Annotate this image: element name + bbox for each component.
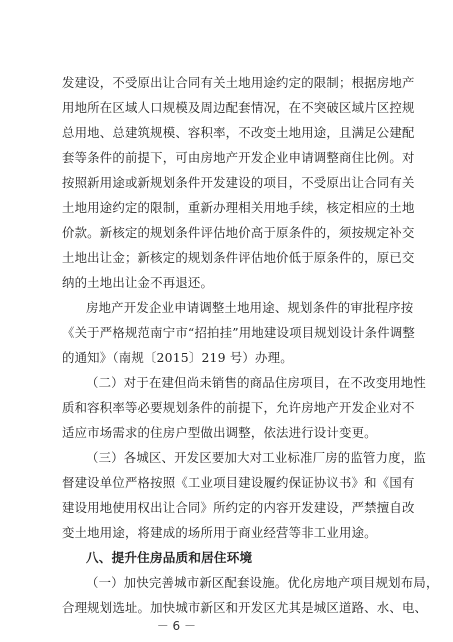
- body-text-line: 土地出让金；新核定的规划条件评估地价低于原条件的，原已交: [62, 250, 415, 265]
- body-text-line: 适应市场需求的住房户型做出调整，依法进行设计变更。: [62, 425, 377, 440]
- paragraph-first-line: 房地产开发企业申请调整土地用途、规划条件的审批程序按: [86, 300, 414, 315]
- body-text-line: 按照新用途或新规划条件开发建设的项目，不受原出让合同有关: [62, 175, 415, 190]
- body-text-line: 价款。新核定的规划条件评估地价高于原条件的，须按规定补交: [62, 225, 415, 240]
- paragraph-first-line: （一）加快完善城市新区配套设施。优化房地产项目规划布局，: [86, 575, 439, 590]
- body-text-line: 总用地、总建筑规模、容积率，不改变土地用途，且满足公建配: [62, 125, 415, 140]
- body-text-line: 督建设单位严格按照《工业项目建设履约保证协议书》和《国有: [62, 475, 415, 490]
- body-text-line: 发建设，不受原出让合同有关土地用途约定的限制；根据房地产: [62, 75, 415, 90]
- body-text-line: 《关于严格规范南宁市“招拍挂”用地建设项目规划设计条件调整: [62, 325, 416, 340]
- body-text-line: 建设用地使用权出让合同》所约定的内容开发建设，严禁擅自改: [62, 500, 415, 515]
- paragraph-first-line: （三）各城区、开发区要加大对工业标准厂房的监管力度，监: [86, 450, 426, 465]
- section-heading: 八、提升住房品质和居住环境: [86, 550, 253, 565]
- paragraph-first-line: （二）对于在建但尚未销售的商品住房项目，在不改变用地性: [86, 375, 426, 390]
- body-text-line: 变土地用途，将建成的场所用于商业经营等非工业用途。: [62, 525, 377, 540]
- body-text-line: 纳的土地出让金不再退还。: [62, 275, 214, 290]
- body-text-line: 合理规划选址。加快城市新区和开发区尤其是城区道路、水、电、: [62, 600, 428, 615]
- page-number: － 6 －: [156, 619, 196, 633]
- body-text-line: 的通知》（南规〔2015〕219 号）办理。: [62, 350, 293, 365]
- body-text-line: 用地所在区域人口规模及周边配套情况，在不突破区域片区控规: [62, 100, 415, 115]
- body-text-line: 质和容积率等必要规划条件的前提下，允许房地产开发企业对不: [62, 400, 415, 415]
- body-text-line: 套等条件的前提下，可由房地产开发企业申请调整商住比例。对: [62, 150, 415, 165]
- body-text-line: 土地用途约定的限制，重新办理相关用地手续，核定相应的土地: [62, 200, 415, 215]
